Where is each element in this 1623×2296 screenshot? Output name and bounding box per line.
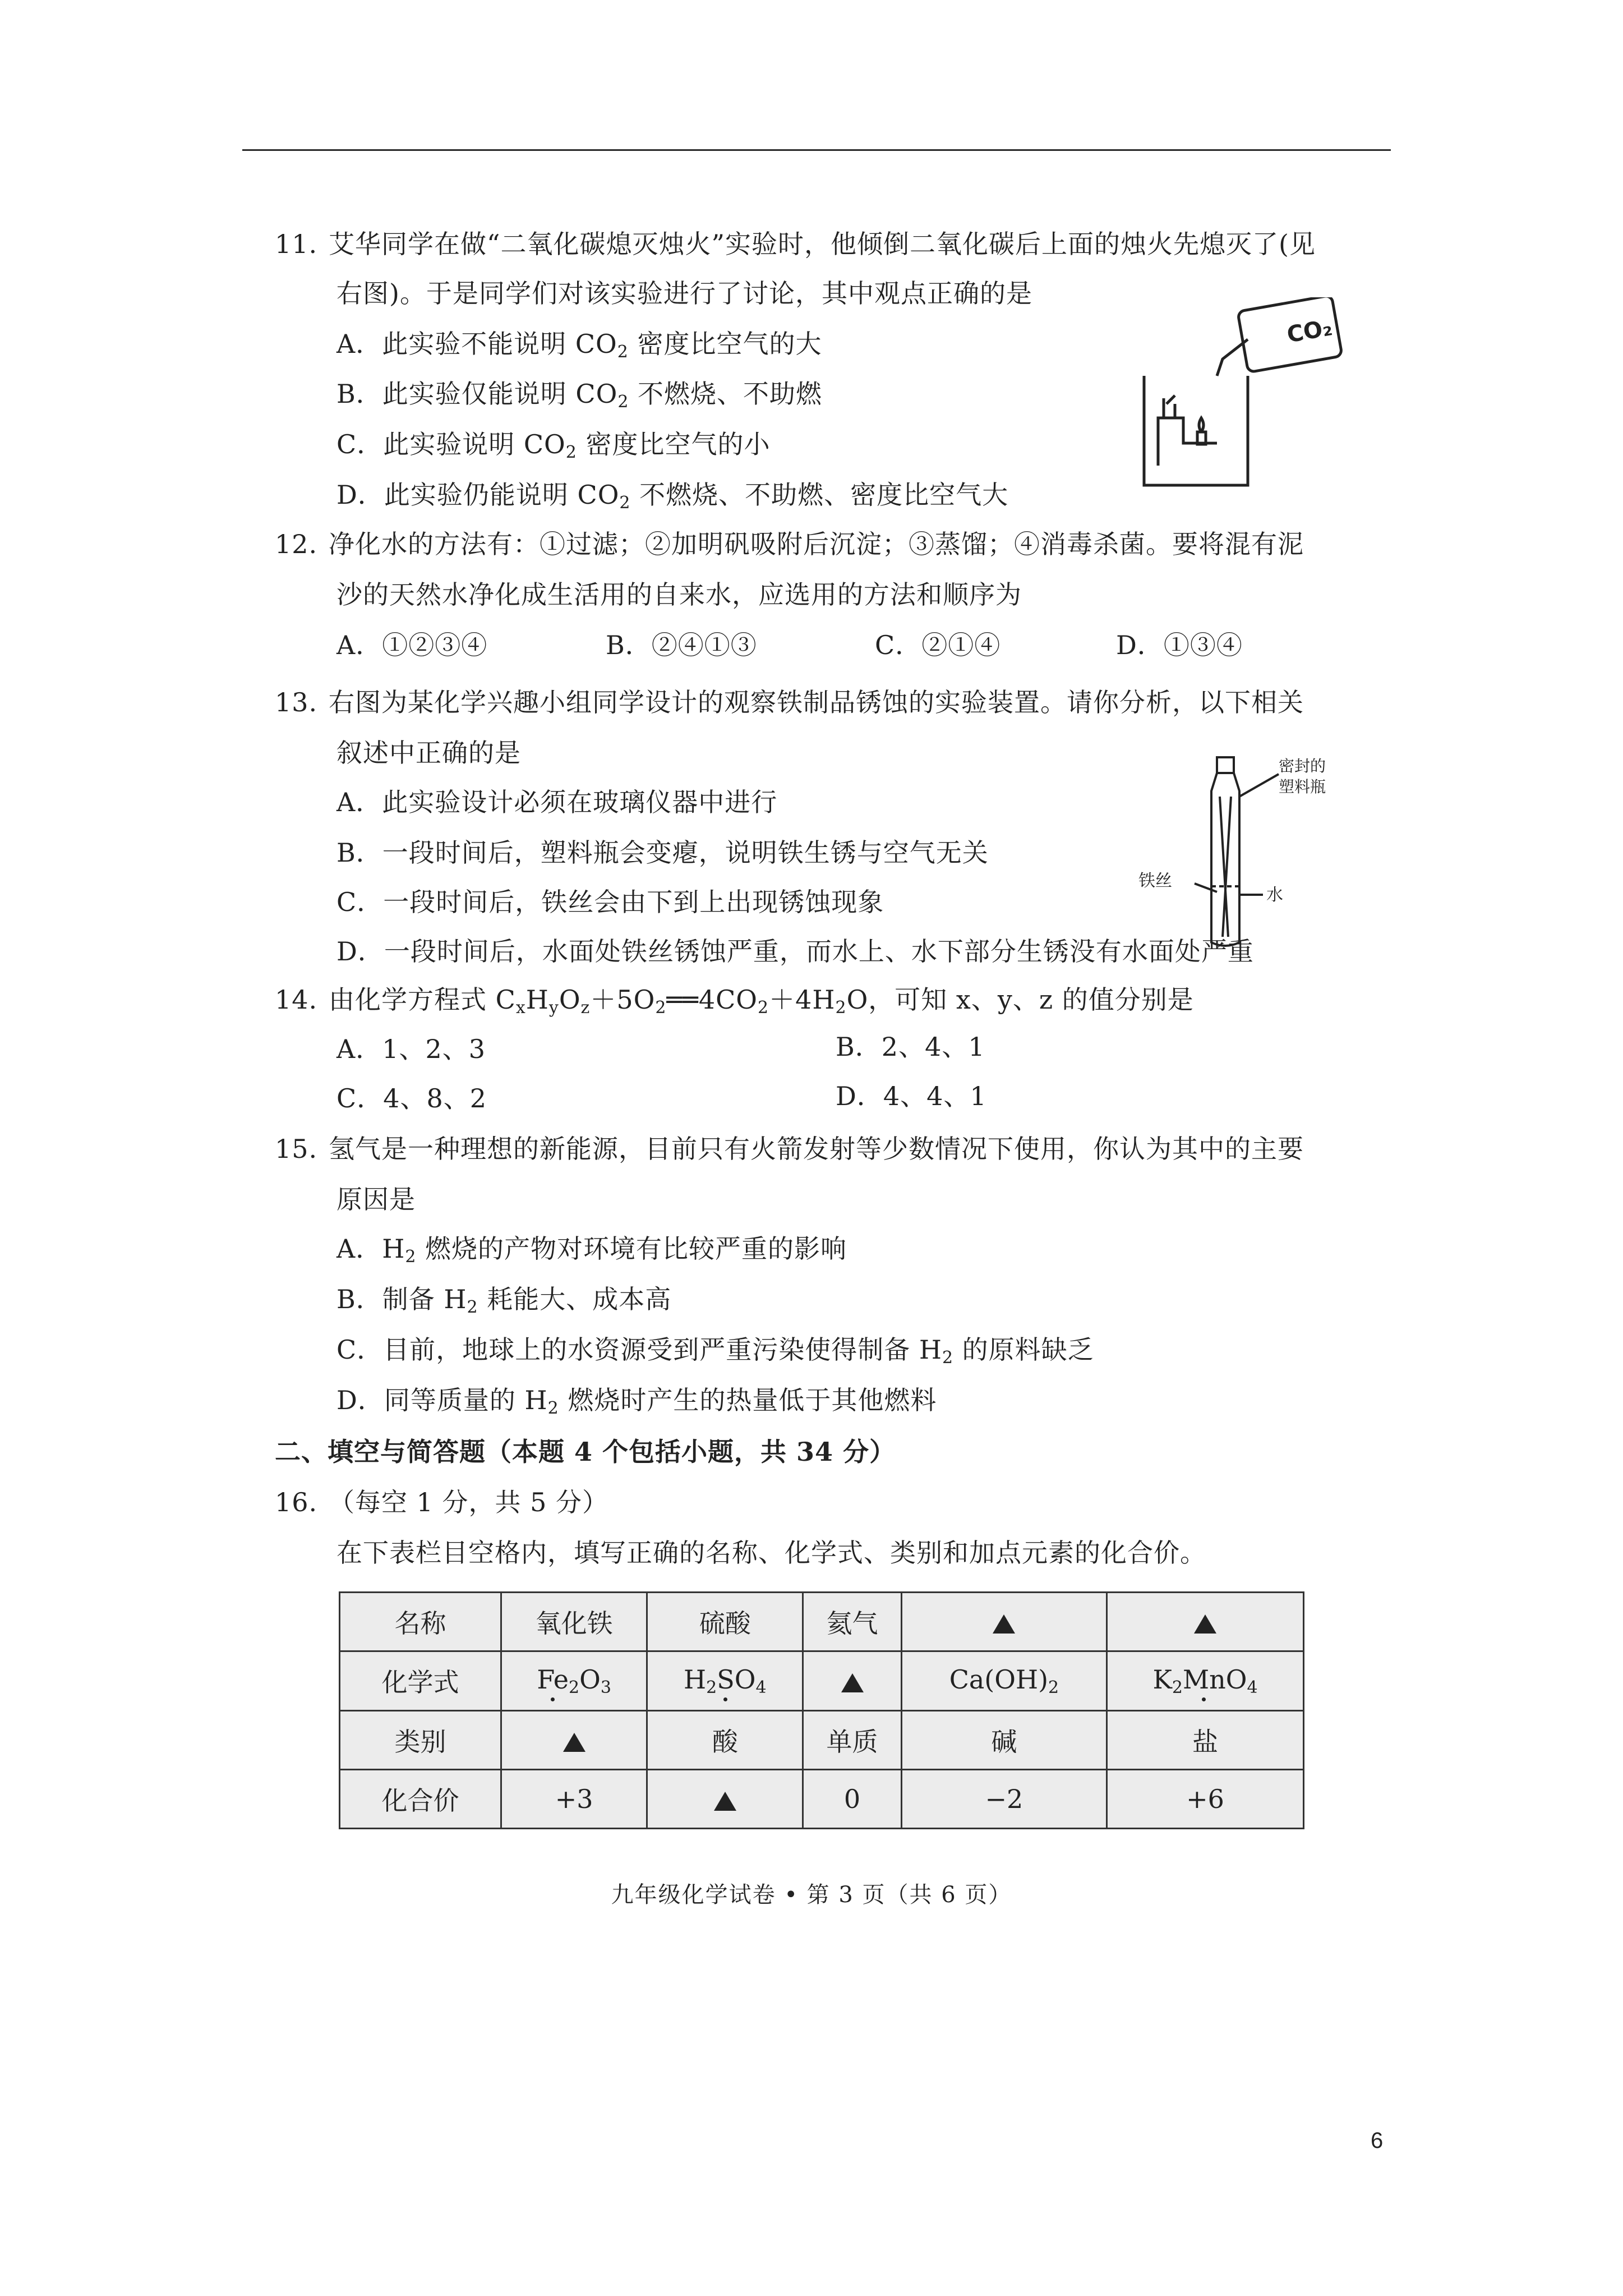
cell-class-3: 单质: [803, 1710, 901, 1769]
iron-wire: [1220, 797, 1231, 937]
cell-valence-5: +6: [1107, 1769, 1304, 1828]
cell-name-5-blank: [1107, 1593, 1304, 1651]
q12-option-a: A．①②③④: [336, 630, 488, 660]
q15-option-c: C．目前，地球上的水资源受到严重污染使得制备 $H_2$ 的原料缺乏: [336, 1335, 1094, 1368]
blank-triangle-icon: [1194, 1614, 1216, 1634]
q13-option-a: A．此实验设计必须在玻璃仪器中进行: [336, 787, 778, 817]
q11-number: 11.: [275, 229, 318, 259]
cell-class-2: 酸: [647, 1710, 803, 1769]
q15-option-b: B．制备 $H_2$ 耗能大、成本高: [336, 1284, 672, 1317]
q13-stem-line1: 13. 右图为某化学兴趣小组同学设计的观察铁制品锈蚀的实验装置。请你分析，以下相关: [275, 685, 1304, 719]
q11-option-c: C．此实验说明 $CO_2$ 密度比空气的小: [336, 429, 771, 462]
cell-formula-3-blank: [803, 1651, 901, 1710]
q12-stem-line2: 沙的天然水净化成生活用的自来水，应选用的方法和顺序为: [336, 579, 1022, 610]
rust-bottle-figure: [1138, 752, 1374, 954]
q13-option-b: B．一段时间后，塑料瓶会变瘪，说明铁生锈与空气无关: [336, 838, 989, 868]
blank-triangle-icon: [841, 1673, 864, 1692]
cell-name-3: 氦气: [803, 1593, 901, 1651]
row-label-name: 名称: [340, 1593, 501, 1651]
cell-class-1-blank: [501, 1710, 647, 1769]
cell-valence-4: −2: [901, 1769, 1106, 1828]
q11-stem-line2: 右图)。于是同学们对该实验进行了讨论，其中观点正确的是: [336, 278, 1032, 309]
cell-class-5: 盐: [1107, 1710, 1304, 1769]
cell-name-4-blank: [901, 1593, 1106, 1651]
sealed-label: 密封的: [1279, 757, 1326, 775]
row-label-class: 类别: [340, 1710, 501, 1769]
q16-table: [339, 1591, 1304, 1829]
cell-formula-2: $H_2SO_4$: [647, 1651, 803, 1710]
q11-stem-line1: 11. 艾华同学在做“二氧化碳熄灭烛火”实验时，他倾倒二氧化碳后上面的烛火先熄灭了(见: [275, 227, 1316, 261]
q14-option-c: C．4、8、2: [336, 1083, 487, 1114]
q11-option-b: B．此实验仅能说明 $CO_2$ 不燃烧、不助燃: [336, 379, 823, 412]
q12-option-b: B．②④①③: [606, 630, 757, 660]
co2-label: CO₂: [1285, 315, 1335, 348]
table-row: [340, 1593, 1304, 1651]
q11-option-a: A．此实验不能说明 $CO_2$ 密度比空气的大: [336, 329, 822, 362]
cell-formula-4: $Ca(OH)_2$: [901, 1651, 1106, 1710]
blank-triangle-icon: [563, 1733, 585, 1752]
cell-formula-1: $Fe_2O_3$: [501, 1651, 647, 1710]
iron-wire-label: 铁丝: [1138, 871, 1172, 891]
q16-instruction: 在下表栏目空格内，填写正确的名称、化学式、类别和加点元素的化合价。: [336, 1538, 1206, 1568]
cell-valence-1: +3: [501, 1769, 647, 1828]
page-footer: 九年级化学试卷 • 第 3 页（共 6 页）: [611, 1882, 1012, 1908]
section-2-heading: 二、填空与简答题（本题 4 个包括小题，共 34 分）: [275, 1437, 896, 1467]
q12-option-c: C．②①④: [875, 630, 1001, 660]
bottle-cap: [1217, 757, 1234, 773]
co2-beaker-figure: [1133, 297, 1357, 494]
q14-stem: 14. 由化学方程式 $C_xH_yO_z+5O_2══4CO_2+4H_2O$，可知 x、y、z 的值分别是: [275, 983, 1194, 1025]
q15-option-d: D．同等质量的 $H_2$ 燃烧时产生的热量低于其他燃料: [336, 1385, 937, 1418]
q12-option-d: D．①③④: [1116, 630, 1243, 660]
q15-stem-line1: 15. 氢气是一种理想的新能源，目前只有火箭发射等少数情况下使用，你认为其中的主要: [275, 1132, 1304, 1166]
q15-number: 15.: [275, 1134, 318, 1164]
cell-valence-2-blank: [647, 1769, 803, 1828]
q16-number: 16.: [275, 1487, 318, 1517]
top-rule: [242, 149, 1391, 151]
table-row: [340, 1651, 1304, 1710]
cell-formula-5: $K_2MnO_4$: [1107, 1651, 1304, 1710]
table-row: [340, 1710, 1304, 1769]
q14-option-d: D．4、4、1: [836, 1081, 987, 1111]
blank-triangle-icon: [714, 1792, 736, 1811]
cell-name-2: 硫酸: [647, 1593, 803, 1651]
q14-option-a: A．1、2、3: [336, 1034, 486, 1064]
row-label-formula: 化学式: [340, 1651, 501, 1710]
q15-stem-line2: 原因是: [336, 1184, 416, 1214]
q11-option-d: D．此实验仍能说明 $CO_2$ 不燃烧、不助燃、密度比空气大: [336, 480, 1009, 513]
q14-number: 14.: [275, 984, 318, 1015]
cell-valence-3: 0: [803, 1769, 901, 1828]
cell-class-4: 碱: [901, 1710, 1106, 1769]
q13-option-d: D．一段时间后，水面处铁丝锈蚀严重，而水上、水下部分生锈没有水面处严重: [336, 936, 1254, 967]
blank-triangle-icon: [993, 1614, 1015, 1634]
row-label-valence: 化合价: [340, 1769, 501, 1828]
table-row: [340, 1769, 1304, 1828]
water-label: 水: [1266, 885, 1283, 905]
q16-head: 16. （每空 1 分，共 5 分）: [275, 1485, 608, 1519]
plastic-bottle: [1211, 773, 1239, 946]
q12-stem-line1: 12. 净化水的方法有：①过滤；②加明矾吸附后沉淀；③蒸馏；④消毒杀菌。要将混有泥: [275, 527, 1304, 561]
q13-number: 13.: [275, 687, 318, 717]
q13-stem-line2: 叙述中正确的是: [336, 738, 521, 768]
plastic-bottle-label: 塑料瓶: [1279, 777, 1326, 796]
cell-name-1: 氧化铁: [501, 1593, 647, 1651]
stair-stand: [1158, 418, 1217, 466]
q15-option-a: A．$H_2$ 燃烧的产物对环境有比较严重的影响: [336, 1234, 847, 1267]
q13-option-c: C．一段时间后，铁丝会由下到上出现锈蚀现象: [336, 887, 884, 917]
q14-option-b: B．2、4、1: [836, 1032, 985, 1062]
q12-number: 12.: [275, 529, 318, 559]
page-number: 6: [1371, 2128, 1384, 2153]
